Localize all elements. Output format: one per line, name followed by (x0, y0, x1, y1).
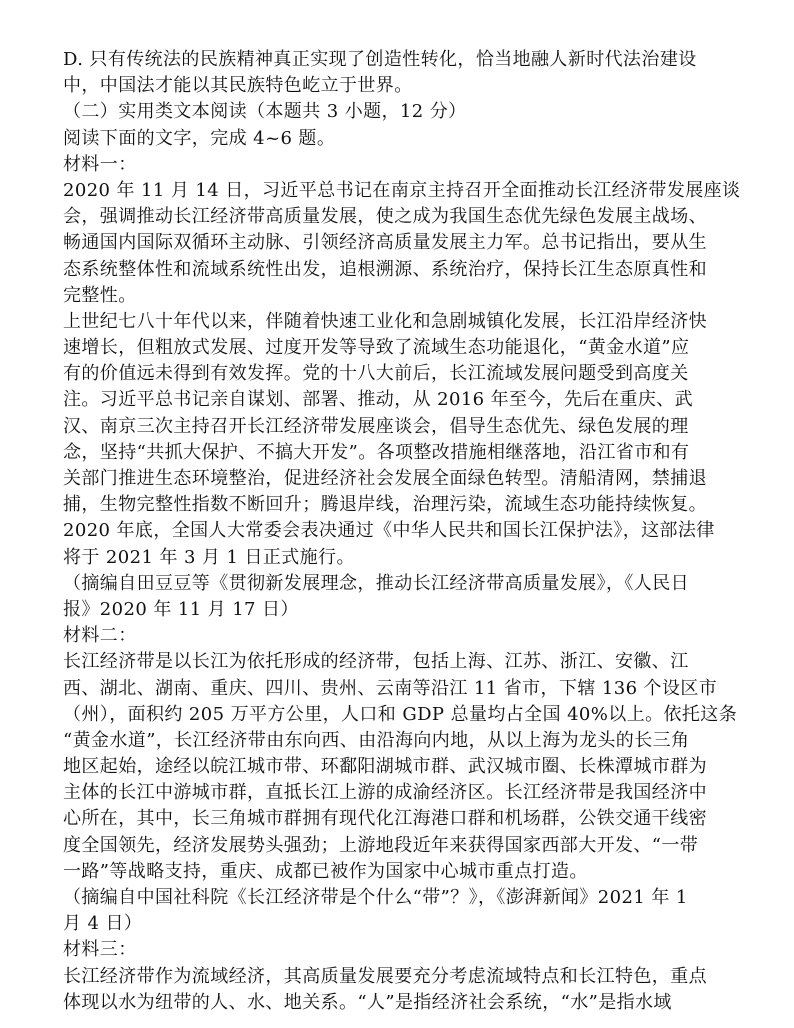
instruction: 阅读下面的文字，完成 4~6 题。 (63, 127, 336, 149)
citation-line: 报》2020 年 11 月 17 日） (63, 598, 299, 620)
text-line: 会，强调推动长江经济带高质量发展，使之成为我国生态优先绿色发展主战场、 (63, 206, 707, 228)
section-heading: （二）实用类文本阅读（本题共 3 小题，12 分） (63, 101, 467, 123)
text-line: 体现以水为纽带的人、水、地关系。“人”是指经济社会系统，“水”是指水域 (63, 991, 672, 1013)
material-3 (63, 937, 763, 1016)
text-line: 2020 年 11 月 14 日，习近平总书记在南京主持召开全面推动长江经济带发展座谈 (63, 179, 741, 201)
text-line: 长江经济带作为流域经济，其高质量发展要充分考虑流域特点和长江特色，重点 (63, 965, 707, 987)
text-line: 长江经济带是以长江为依托形成的经济带，包括上海、江苏、浙江、安徽、江 (63, 651, 689, 673)
text-line: 将于 2021 年 3 月 1 日正式施行。 (63, 546, 355, 568)
material-label: 材料二： (63, 625, 137, 647)
text-line: 一路”等战略支持，重庆、成都已被作为国家中心城市重点打造。 (63, 860, 588, 882)
text-line: “黄金水道”，长江经济带由东向西、由沿海向内地，从以上海为龙头的长三角 (63, 729, 690, 751)
text-line: 主体的长江中游城市群，直抵长江上游的成渝经济区。长江经济带是我国经济中 (63, 782, 707, 804)
text-line: 完整性。 (63, 284, 137, 306)
citation-line: 月 4 日） (63, 913, 143, 935)
paragraph (63, 309, 763, 571)
text-line: 地区起始，途经以皖江城市带、环鄱阳湖城市群、武汉城市圈、长株潭城市群为 (63, 756, 707, 778)
text-line: 态系统整体性和流域系统性出发，追根溯源、系统治疗，保持长江生态原真性和 (63, 258, 707, 280)
text-line: 有的价值远未得到有效发挥。党的十八大前后，长江流域发展问题受到高度关 (63, 363, 689, 385)
citation-line: （摘编自田豆豆等《贯彻新发展理念，推动长江经济带高质量发展》，《人民日 (63, 572, 689, 594)
option-d (63, 47, 763, 99)
citation-line: （摘编自中国社科院《长江经济带是个什么“带”？》，《澎湃新闻》2021 年 1 (63, 887, 688, 908)
text-line: 畅通国内国际双循环主动脉、引领经济高质量发展主力军。总书记指出，要从生 (63, 232, 707, 254)
text-line: 捕，生物完整性指数不断回升；腾退岸线，治理污染，流域生态功能持续恢复。 (63, 494, 707, 516)
text-line: 度全国领先，经济发展势头强劲；上游地段近年来获得国家西部大开发、“一带 (63, 834, 699, 856)
option-d-line: 中，中国法才能以其民族特色屹立于世界。 (63, 75, 413, 97)
material-label: 材料一： (63, 153, 137, 175)
paragraph (63, 649, 763, 885)
source-citation (63, 571, 763, 623)
text-line: 汉、南京三次主持召开长江经济带发展座谈会，倡导生态优先、绿色发展的理 (63, 415, 689, 437)
text-line: 念，坚持“共抓大保护、不搞大开发”。各项整改措施相继落地，沿江省市和有 (63, 441, 690, 463)
material-label: 材料三： (63, 939, 137, 961)
paragraph (63, 964, 763, 1016)
text-line: 西、湖北、湖南、重庆、四川、贵州、云南等沿江 11 省市，下辖 136 个设区市 (63, 677, 718, 699)
text-line: 心所在，其中，长三角城市群拥有现代化江海港口群和机场群，公铁交通干线密 (63, 808, 707, 830)
text-line: 速增长，但粗放式发展、过度开发等导致了流域生态功能退化，“黄金水道”应 (63, 337, 690, 359)
text-line: 上世纪七八十年代以来，伴随着快速工业化和急剧城镇化发展，长江沿岸经济快 (63, 310, 707, 332)
text-line: 注。习近平总书记亲自谋划、部署、推动，从 2016 年至今，先后在重庆、武 (63, 389, 694, 411)
source-citation (63, 885, 763, 937)
text-line: （州），面积约 205 万平方公里，人口和 GDP 总量均占全国 40%以上。依托这条 (63, 703, 738, 725)
text-line: 关部门推进生态环境整治，促进经济社会发展全面绿色转型。清船清网，禁捕退 (63, 468, 707, 489)
paragraph (63, 178, 763, 309)
option-d-line: D. 只有传统法的民族精神真正实现了创造性转化，恰当地融人新时代法治建设 (63, 49, 697, 70)
material-1 (63, 152, 763, 623)
material-2 (63, 623, 763, 937)
text-line: 2020 年底，全国人大常委会表决通过《中华人民共和国长江保护法》，这部法律 (63, 520, 715, 542)
document-page (63, 47, 763, 1016)
